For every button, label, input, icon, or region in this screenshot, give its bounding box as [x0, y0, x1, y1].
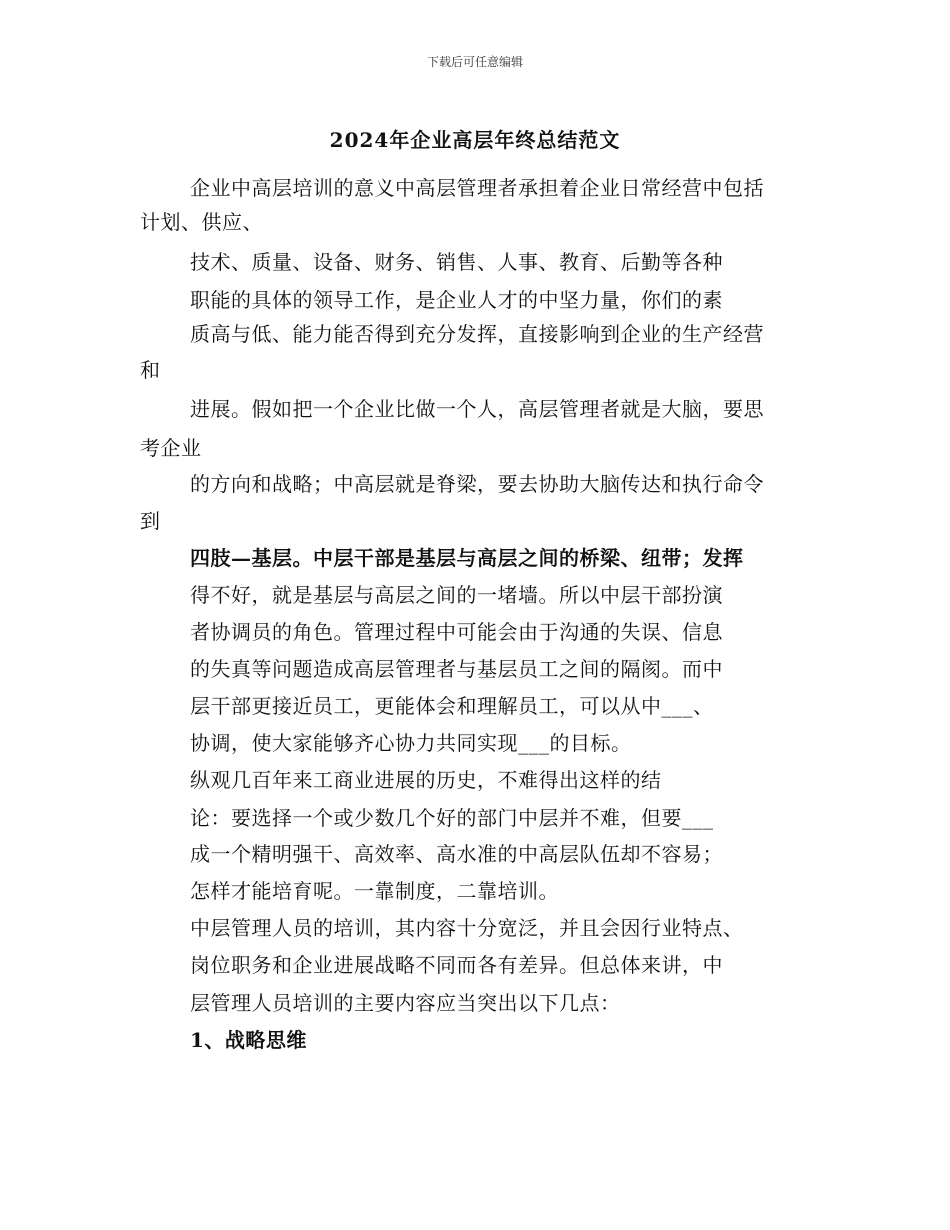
- heading-line: 1、战略思维: [190, 1028, 307, 1052]
- heading-line: 四肢—基层。中层干部是基层与高层之间的桥梁、纽带；发挥: [190, 546, 744, 570]
- paragraph-line: 岗位职务和企业进展战略不同而各有差异。但总体来讲，中: [190, 953, 723, 977]
- paragraph-line: 企业中高层培训的意义中高层管理者承担着企业日常经营中包括: [190, 176, 764, 200]
- paragraph-line: 到: [140, 509, 161, 533]
- paragraph-line: 成一个精明强干、高效率、高水准的中高层队伍却不容易；: [190, 842, 723, 866]
- paragraph-line: 计划、供应、: [140, 210, 263, 234]
- paragraph-line: 纵观几百年来工商业进展的历史，不难得出这样的结: [190, 768, 662, 792]
- paragraph-line: 者协调员的角色。管理过程中可能会由于沟通的失误、信息: [190, 620, 723, 644]
- paragraph-line: 的方向和战略；中高层就是脊梁，要去协助大脑传达和执行命令: [190, 472, 764, 496]
- paragraph-line: 技术、质量、设备、财务、销售、人事、教育、后勤等各种: [190, 250, 723, 274]
- paragraph-line: 论：要选择一个或少数几个好的部门中层并不难，但要___: [190, 806, 714, 830]
- paragraph-line: 中层管理人员的培训，其内容十分宽泛，并且会因行业特点、: [190, 916, 744, 940]
- paragraph-line: 协调，使大家能够齐心协力共同实现___的目标。: [190, 731, 632, 755]
- paragraph-line: 层干部更接近员工，更能体会和理解员工，可以从中___、: [190, 694, 714, 718]
- paragraph-line: 得不好，就是基层与高层之间的一堵墙。所以中层干部扮演: [190, 583, 723, 607]
- paragraph-line: 职能的具体的领导工作，是企业人才的中坚力量，你们的素: [190, 288, 723, 312]
- paragraph-line: 进展。假如把一个企业比做一个人，高层管理者就是大脑，要思: [190, 397, 764, 421]
- paragraph-line: 质高与低、能力能否得到充分发挥，直接影响到企业的生产经营: [190, 322, 764, 346]
- paragraph-line: 层管理人员培训的主要内容应当突出以下几点：: [190, 991, 621, 1015]
- paragraph-line: 的失真等问题造成高层管理者与基层员工之间的隔阂。而中: [190, 657, 723, 681]
- document-title: 2024年企业高层年终总结范文: [329, 128, 621, 152]
- header-note: 下载后可任意编辑: [426, 55, 523, 69]
- paragraph-line: 考企业: [140, 436, 202, 460]
- paragraph-line: 和: [140, 358, 161, 382]
- paragraph-line: 怎样才能培育呢。一靠制度，二靠培训。: [190, 879, 559, 903]
